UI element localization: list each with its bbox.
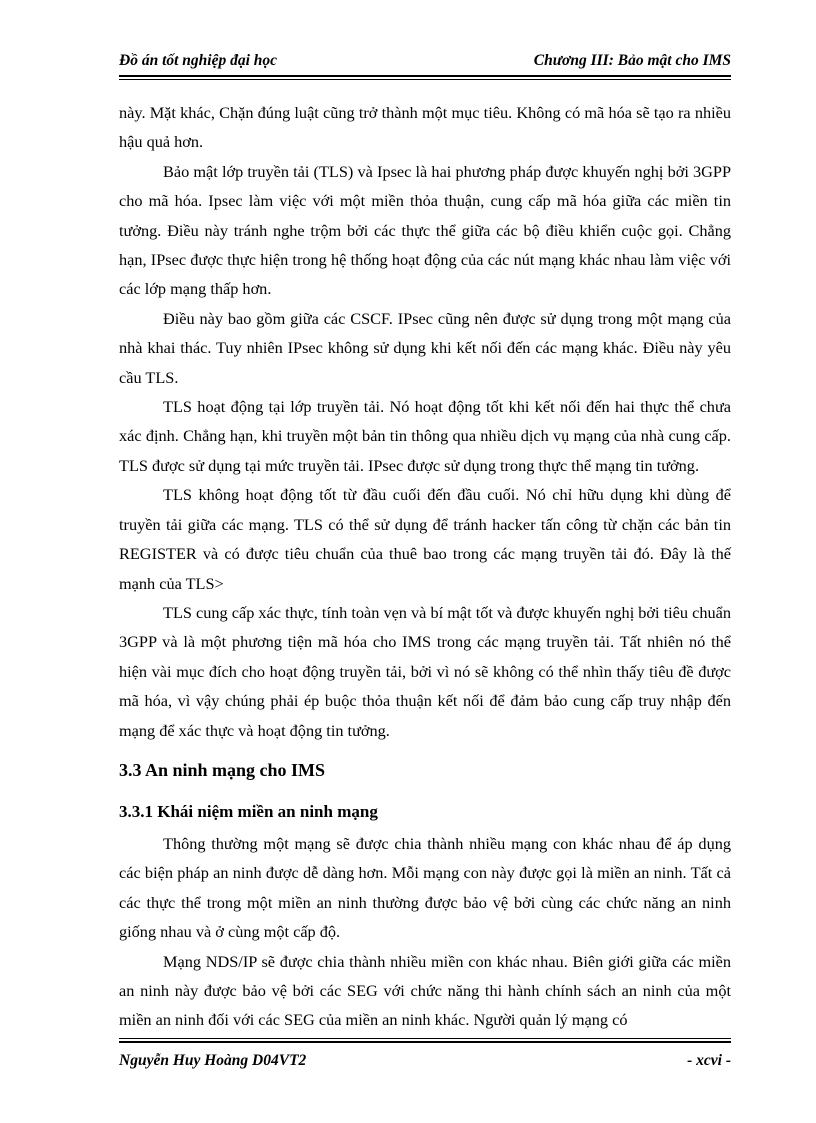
page-footer xyxy=(119,1052,731,1076)
header-document-title: Đồ án tốt nghiệp đại học xyxy=(119,52,278,69)
footer-author: Nguyễn Huy Hoàng D04VT2 xyxy=(119,1052,307,1069)
paragraph: Thông thường một mạng sẽ được chia thành nhiều mạng con khác nhau để áp dụng các biện pháp an ninh được dễ dàng hơn. Mỗi mạng con này được gọi là miền an ninh. Tất cả các thực thể trong một miền an ninh thường được bảo vệ bởi cùng các chức năng an ninh giống nhau và ở cùng một cấp độ. xyxy=(119,833,731,942)
paragraph: Mạng NDS/IP sẽ được chia thành nhiều miền con khác nhau. Biên giới giữa các miền an ninh này được bảo vệ bởi các SEG với chức năng thi hành chính sách an ninh của một miền an ninh đối với các SEG của miền an ninh khác. Người quản lý mạng có xyxy=(119,951,731,1030)
header-rule-thick xyxy=(119,75,731,77)
paragraph: Bảo mật lớp truyền tải (TLS) và Ipsec là hai phương pháp được khuyến nghị bởi 3GPP cho mã hóa. Ipsec làm việc với một miền thỏa thuận, cung cấp mã hóa giữa các miền tin tưởng. Điều này tránh nghe trộm bởi các thực thể giữa các bộ điều khiển cuộc gọi. Chẳng hạn, IPsec được thực hiện trong hệ thống hoạt động của các nút mạng khác nhau làm việc với các lớp mạng thấp hơn. xyxy=(119,161,731,299)
footer-rule-thick xyxy=(119,1041,731,1043)
header-chapter-title: Chương III: Bảo mật cho IMS xyxy=(533,52,731,69)
subsection-heading: 3.3.1 Khái niệm miền an ninh mạng xyxy=(119,801,378,821)
page-body xyxy=(119,98,731,1035)
paragraph: TLS không hoạt động tốt từ đầu cuối đến đầu cuối. Nó chỉ hữu dụng khi dùng để truyền tải giữa các mạng. TLS có thể sử dụng để tránh hacker tấn công từ chặn các bản tin REGISTER và có được tiêu chuẩn của thuê bao trong các mạng truyền tải đó. Đây là thế mạnh của TLS> xyxy=(119,485,731,593)
paragraph: Điều này bao gồm giữa các CSCF. IPsec cũng nên được sử dụng trong một mạng của nhà khai thác. Tuy nhiên IPsec không sử dụng khi kết nối đến các mạng khác. Điều này yêu cầu TLS. xyxy=(119,308,731,387)
footer-rule-thin xyxy=(119,1038,731,1039)
paragraph: TLS cung cấp xác thực, tính toàn vẹn và bí mật tốt và được khuyến nghị bởi tiêu chuẩn 3GPP và là một phương tiện mã hóa cho IMS trong các mạng truyền tải. Tất nhiên nó thể hiện vài mục đích cho hoạt động truyền tải, bởi vì nó sẽ không có thể nhìn thấy tiêu đề được mã hóa, vì vậy chúng phải ép buộc thỏa thuận kết nối để đảm bảo cung cấp truy nhập đến mạng để xác thực và hoạt động tin tưởng. xyxy=(119,602,731,740)
paragraph-continuation: này. Mặt khác, Chặn đúng luật cũng trở thành một mục tiêu. Không có mã hóa sẽ tạo ra nhiều hậu quả hơn. xyxy=(119,103,731,152)
page-number: - xcvi - xyxy=(687,1052,731,1069)
section-heading: 3.3 An ninh mạng cho IMS xyxy=(119,759,326,780)
page-header xyxy=(119,52,731,76)
header-rule-thin xyxy=(119,79,731,80)
paragraph: TLS hoạt động tại lớp truyền tải. Nó hoạt động tốt khi kết nối đến hai thực thể chưa xác định. Chẳng hạn, khi truyền một bản tin thông qua nhiều dịch vụ mạng của nhà cung cấp. TLS được sử dụng tại mức truyền tải. IPsec được sử dụng trong thực thể mạng tin tưởng. xyxy=(119,397,731,475)
